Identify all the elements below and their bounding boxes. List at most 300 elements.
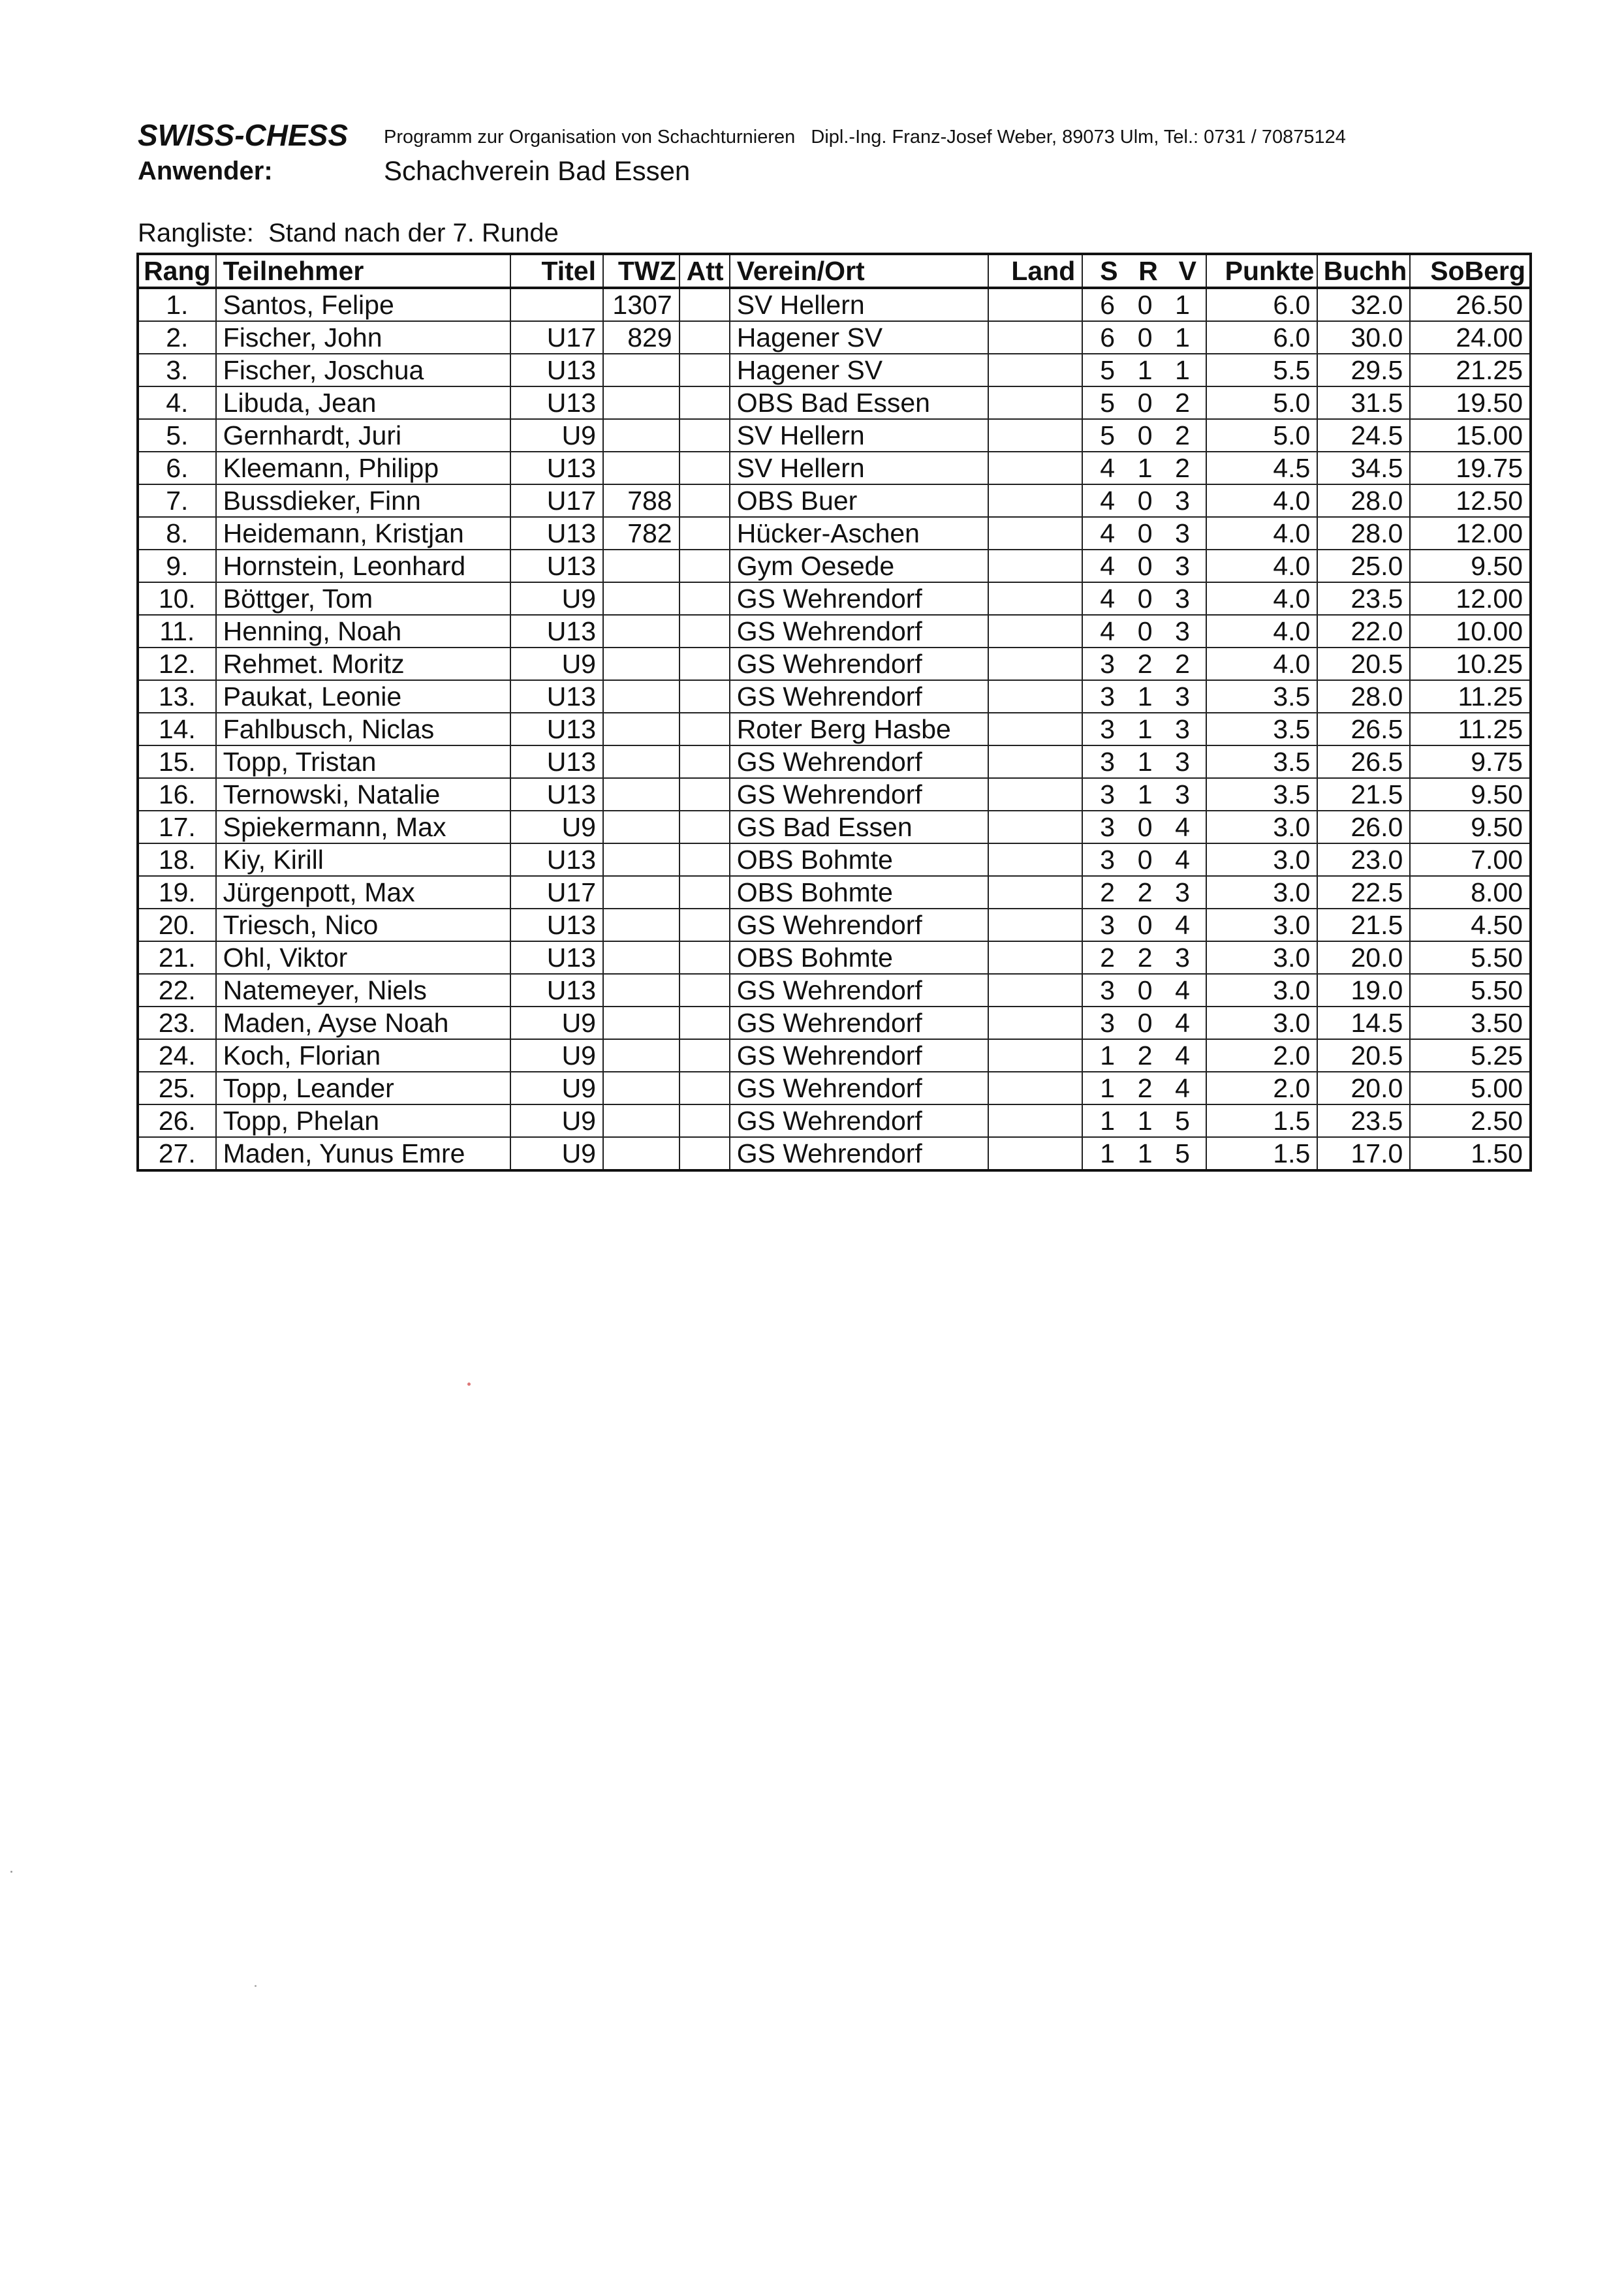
twz-cell (603, 778, 679, 811)
club-cell: SV Hellern (730, 419, 989, 452)
draws-value: 0 (1137, 812, 1153, 842)
draws-value: 0 (1137, 845, 1153, 875)
draws-value: 2 (1137, 1040, 1153, 1071)
title-cell: U9 (510, 811, 603, 843)
srv-cell (1082, 484, 1206, 517)
sonneborn-berger-cell: 11.25 (1410, 680, 1531, 713)
wins-value: 6 (1100, 322, 1116, 352)
country-cell (988, 1072, 1082, 1104)
twz-cell (603, 1104, 679, 1137)
sonneborn-berger-cell: 5.25 (1410, 1039, 1531, 1072)
sonneborn-berger-cell: 9.50 (1410, 550, 1531, 582)
sonneborn-berger-cell: 24.00 (1410, 321, 1531, 354)
club-cell: GS Wehrendorf (730, 1039, 989, 1072)
table-row (138, 550, 1531, 582)
sonneborn-berger-cell: 15.00 (1410, 419, 1531, 452)
wins-value: 2 (1100, 877, 1116, 907)
participant-name: Gernhardt, Juri (216, 419, 510, 452)
country-cell (988, 582, 1082, 615)
participant-name: Kleemann, Philipp (216, 452, 510, 484)
twz-cell (603, 680, 679, 713)
col-header-v: V (1178, 256, 1196, 286)
wins-value: 6 (1100, 290, 1116, 320)
participant-name: Rehmet. Moritz (216, 648, 510, 680)
att-cell (679, 1137, 730, 1170)
table-row (138, 648, 1531, 680)
att-cell (679, 909, 730, 941)
table-row (138, 745, 1531, 778)
club-cell: GS Wehrendorf (730, 615, 989, 648)
draws-value: 2 (1137, 649, 1153, 679)
title-cell: U17 (510, 321, 603, 354)
losses-value: 2 (1175, 388, 1190, 418)
twz-cell (603, 1039, 679, 1072)
participant-name: Kiy, Kirill (216, 843, 510, 876)
title-cell: U13 (510, 550, 603, 582)
club-cell: OBS Bohmte (730, 876, 989, 909)
losses-value: 3 (1175, 681, 1190, 711)
col-header-punkte: Punkte (1206, 254, 1317, 288)
title-cell: U13 (510, 386, 603, 419)
draws-value: 1 (1137, 747, 1153, 777)
country-cell (988, 811, 1082, 843)
title-cell: U13 (510, 745, 603, 778)
srv-cell (1082, 1137, 1206, 1170)
user-value: Schachverein Bad Essen (384, 155, 691, 186)
table-row (138, 843, 1531, 876)
country-cell (988, 419, 1082, 452)
buchholz-cell: 23.5 (1317, 1104, 1410, 1137)
club-cell: OBS Buer (730, 484, 989, 517)
country-cell (988, 648, 1082, 680)
twz-cell (603, 843, 679, 876)
losses-value: 5 (1175, 1106, 1190, 1136)
scan-speck (255, 1985, 257, 1987)
sonneborn-berger-cell: 5.50 (1410, 941, 1531, 974)
club-cell: OBS Bad Essen (730, 386, 989, 419)
wins-value: 5 (1100, 388, 1116, 418)
table-header-row (138, 254, 1531, 288)
table-row (138, 1039, 1531, 1072)
points-cell: 3.0 (1206, 876, 1317, 909)
buchholz-cell: 28.0 (1317, 517, 1410, 550)
club-cell: SV Hellern (730, 452, 989, 484)
rank-cell: 8. (138, 517, 216, 550)
twz-cell (603, 974, 679, 1007)
rank-cell: 25. (138, 1072, 216, 1104)
title-cell: U9 (510, 1039, 603, 1072)
sonneborn-berger-cell: 9.75 (1410, 745, 1531, 778)
participant-name: Ternowski, Natalie (216, 778, 510, 811)
att-cell (679, 648, 730, 680)
participant-name: Topp, Leander (216, 1072, 510, 1104)
rank-cell: 1. (138, 288, 216, 321)
sonneborn-berger-cell: 3.50 (1410, 1007, 1531, 1039)
points-cell: 4.0 (1206, 582, 1317, 615)
points-cell: 5.0 (1206, 386, 1317, 419)
sonneborn-berger-cell: 5.00 (1410, 1072, 1531, 1104)
participant-name: Fahlbusch, Niclas (216, 713, 510, 745)
buchholz-cell: 24.5 (1317, 419, 1410, 452)
losses-value: 1 (1175, 355, 1190, 385)
rank-cell: 26. (138, 1104, 216, 1137)
rank-cell: 7. (138, 484, 216, 517)
losses-value: 3 (1175, 616, 1190, 646)
rank-cell: 17. (138, 811, 216, 843)
att-cell (679, 713, 730, 745)
participant-name: Hornstein, Leonhard (216, 550, 510, 582)
srv-cell (1082, 1072, 1206, 1104)
rank-cell: 15. (138, 745, 216, 778)
srv-cell (1082, 550, 1206, 582)
program-description: Programm zur Organisation von Schachturnieren Dipl.-Ing. Franz-Josef Weber, 89073 Ulm, Tel.: 0731 / 70875124 (384, 127, 1346, 148)
points-cell: 1.5 (1206, 1137, 1317, 1170)
points-cell: 3.5 (1206, 778, 1317, 811)
points-cell: 1.5 (1206, 1104, 1317, 1137)
buchholz-cell: 26.0 (1317, 811, 1410, 843)
twz-cell (603, 745, 679, 778)
buchholz-cell: 26.5 (1317, 713, 1410, 745)
club-cell: Hagener SV (730, 321, 989, 354)
buchholz-cell: 20.5 (1317, 648, 1410, 680)
att-cell (679, 354, 730, 386)
participant-name: Heidemann, Kristjan (216, 517, 510, 550)
table-row (138, 778, 1531, 811)
club-cell: GS Wehrendorf (730, 1137, 989, 1170)
srv-cell (1082, 811, 1206, 843)
srv-cell (1082, 876, 1206, 909)
rank-cell: 5. (138, 419, 216, 452)
title-cell: U9 (510, 648, 603, 680)
title-cell: U9 (510, 1072, 603, 1104)
participant-name: Bussdieker, Finn (216, 484, 510, 517)
participant-name: Koch, Florian (216, 1039, 510, 1072)
points-cell: 6.0 (1206, 288, 1317, 321)
losses-value: 4 (1175, 1040, 1190, 1071)
rank-cell: 27. (138, 1137, 216, 1170)
twz-cell (603, 909, 679, 941)
losses-value: 3 (1175, 877, 1190, 907)
points-cell: 2.0 (1206, 1039, 1317, 1072)
table-row (138, 909, 1531, 941)
draws-value: 0 (1137, 420, 1153, 450)
sonneborn-berger-cell: 19.50 (1410, 386, 1531, 419)
title-cell: U9 (510, 582, 603, 615)
draws-value: 1 (1137, 1106, 1153, 1136)
participant-name: Libuda, Jean (216, 386, 510, 419)
scan-speck (467, 1383, 471, 1386)
buchholz-cell: 20.0 (1317, 941, 1410, 974)
title-cell: U9 (510, 1137, 603, 1170)
rank-cell: 18. (138, 843, 216, 876)
srv-cell (1082, 517, 1206, 550)
twz-cell (603, 941, 679, 974)
table-row (138, 1007, 1531, 1039)
col-header-soberg: SoBerg (1410, 254, 1531, 288)
losses-value: 3 (1175, 943, 1190, 973)
att-cell (679, 974, 730, 1007)
sonneborn-berger-cell: 10.00 (1410, 615, 1531, 648)
club-cell: GS Wehrendorf (730, 1104, 989, 1137)
table-row (138, 876, 1531, 909)
wins-value: 1 (1100, 1138, 1116, 1168)
losses-value: 3 (1175, 486, 1190, 516)
att-cell (679, 680, 730, 713)
participant-name: Santos, Felipe (216, 288, 510, 321)
points-cell: 3.5 (1206, 713, 1317, 745)
wins-value: 4 (1100, 584, 1116, 614)
sonneborn-berger-cell: 7.00 (1410, 843, 1531, 876)
table-row (138, 1072, 1531, 1104)
col-header-verein: Verein/Ort (730, 254, 989, 288)
twz-cell (603, 1137, 679, 1170)
points-cell: 5.5 (1206, 354, 1317, 386)
sonneborn-berger-cell: 8.00 (1410, 876, 1531, 909)
draws-value: 1 (1137, 681, 1153, 711)
country-cell (988, 517, 1082, 550)
participant-name: Paukat, Leonie (216, 680, 510, 713)
sonneborn-berger-cell: 21.25 (1410, 354, 1531, 386)
rank-cell: 4. (138, 386, 216, 419)
title-cell: U13 (510, 354, 603, 386)
att-cell (679, 1007, 730, 1039)
wins-value: 3 (1100, 910, 1116, 940)
rank-cell: 11. (138, 615, 216, 648)
points-cell: 4.0 (1206, 615, 1317, 648)
col-header-titel: Titel (510, 254, 603, 288)
participant-name: Fischer, John (216, 321, 510, 354)
points-cell: 6.0 (1206, 321, 1317, 354)
country-cell (988, 615, 1082, 648)
country-cell (988, 745, 1082, 778)
draws-value: 2 (1137, 943, 1153, 973)
country-cell (988, 1039, 1082, 1072)
club-cell: GS Bad Essen (730, 811, 989, 843)
sonneborn-berger-cell: 12.00 (1410, 517, 1531, 550)
wins-value: 3 (1100, 747, 1116, 777)
table-row (138, 321, 1531, 354)
rank-cell: 3. (138, 354, 216, 386)
participant-name: Henning, Noah (216, 615, 510, 648)
points-cell: 3.0 (1206, 811, 1317, 843)
club-cell: SV Hellern (730, 288, 989, 321)
srv-cell (1082, 843, 1206, 876)
wins-value: 3 (1100, 714, 1116, 744)
club-cell: GS Wehrendorf (730, 1072, 989, 1104)
participant-name: Triesch, Nico (216, 909, 510, 941)
rank-cell: 10. (138, 582, 216, 615)
draws-value: 0 (1137, 975, 1153, 1005)
srv-cell (1082, 713, 1206, 745)
att-cell (679, 419, 730, 452)
club-cell: GS Wehrendorf (730, 582, 989, 615)
rank-cell: 2. (138, 321, 216, 354)
col-header-r: R (1138, 256, 1158, 286)
ranking-table (136, 253, 1532, 1172)
participant-name: Ohl, Viktor (216, 941, 510, 974)
srv-cell (1082, 321, 1206, 354)
table-row (138, 452, 1531, 484)
draws-value: 1 (1137, 714, 1153, 744)
points-cell: 5.0 (1206, 419, 1317, 452)
buchholz-cell: 22.0 (1317, 615, 1410, 648)
wins-value: 1 (1100, 1073, 1116, 1103)
title-cell: U13 (510, 941, 603, 974)
buchholz-cell: 34.5 (1317, 452, 1410, 484)
points-cell: 3.5 (1206, 680, 1317, 713)
col-header-buchh: Buchh (1317, 254, 1410, 288)
rank-cell: 19. (138, 876, 216, 909)
club-cell: OBS Bohmte (730, 843, 989, 876)
draws-value: 2 (1137, 877, 1153, 907)
points-cell: 3.0 (1206, 1007, 1317, 1039)
points-cell: 3.5 (1206, 745, 1317, 778)
points-cell: 3.0 (1206, 974, 1317, 1007)
country-cell (988, 1137, 1082, 1170)
sonneborn-berger-cell: 5.50 (1410, 974, 1531, 1007)
title-cell: U13 (510, 778, 603, 811)
losses-value: 4 (1175, 845, 1190, 875)
points-cell: 4.0 (1206, 484, 1317, 517)
title-cell: U13 (510, 680, 603, 713)
sonneborn-berger-cell: 4.50 (1410, 909, 1531, 941)
club-cell: GS Wehrendorf (730, 648, 989, 680)
table-row (138, 974, 1531, 1007)
title-cell: U17 (510, 876, 603, 909)
twz-cell (603, 876, 679, 909)
twz-cell (603, 811, 679, 843)
twz-cell (603, 1007, 679, 1039)
title-cell: U13 (510, 452, 603, 484)
col-header-s: S (1100, 256, 1118, 286)
scan-speck (10, 1871, 12, 1873)
losses-value: 4 (1175, 812, 1190, 842)
title-cell: U9 (510, 1007, 603, 1039)
buchholz-cell: 32.0 (1317, 288, 1410, 321)
att-cell (679, 517, 730, 550)
country-cell (988, 778, 1082, 811)
srv-cell (1082, 452, 1206, 484)
draws-value: 2 (1137, 1073, 1153, 1103)
twz-cell (603, 419, 679, 452)
buchholz-cell: 14.5 (1317, 1007, 1410, 1039)
twz-cell (603, 582, 679, 615)
title-cell: U9 (510, 1104, 603, 1137)
att-cell (679, 778, 730, 811)
country-cell (988, 386, 1082, 419)
buchholz-cell: 28.0 (1317, 484, 1410, 517)
country-cell (988, 1007, 1082, 1039)
buchholz-cell: 22.5 (1317, 876, 1410, 909)
rank-cell: 22. (138, 974, 216, 1007)
twz-cell (603, 1072, 679, 1104)
wins-value: 5 (1100, 355, 1116, 385)
rank-cell: 13. (138, 680, 216, 713)
country-cell (988, 484, 1082, 517)
sonneborn-berger-cell: 12.00 (1410, 582, 1531, 615)
sonneborn-berger-cell: 9.50 (1410, 811, 1531, 843)
twz-cell (603, 452, 679, 484)
country-cell (988, 288, 1082, 321)
title-cell: U13 (510, 615, 603, 648)
wins-value: 4 (1100, 518, 1116, 548)
losses-value: 2 (1175, 649, 1190, 679)
wins-value: 3 (1100, 975, 1116, 1005)
srv-cell (1082, 1039, 1206, 1072)
losses-value: 4 (1175, 1008, 1190, 1038)
title-cell: U9 (510, 419, 603, 452)
sonneborn-berger-cell: 11.25 (1410, 713, 1531, 745)
col-header-att: Att (679, 254, 730, 288)
losses-value: 3 (1175, 747, 1190, 777)
table-row (138, 386, 1531, 419)
wins-value: 1 (1100, 1106, 1116, 1136)
losses-value: 2 (1175, 420, 1190, 450)
losses-value: 4 (1175, 975, 1190, 1005)
participant-name: Natemeyer, Niels (216, 974, 510, 1007)
country-cell (988, 452, 1082, 484)
title-cell: U17 (510, 484, 603, 517)
twz-cell (603, 615, 679, 648)
srv-cell (1082, 1007, 1206, 1039)
wins-value: 3 (1100, 681, 1116, 711)
participant-name: Jürgenpott, Max (216, 876, 510, 909)
srv-cell (1082, 615, 1206, 648)
srv-cell (1082, 941, 1206, 974)
losses-value: 1 (1175, 322, 1190, 352)
program-name: SWISS-CHESS (138, 118, 349, 152)
att-cell (679, 484, 730, 517)
title-cell: U13 (510, 843, 603, 876)
wins-value: 3 (1100, 845, 1116, 875)
table-row (138, 517, 1531, 550)
title-cell: U13 (510, 974, 603, 1007)
att-cell (679, 386, 730, 419)
title-cell: U13 (510, 909, 603, 941)
participant-name: Topp, Phelan (216, 1104, 510, 1137)
att-cell (679, 843, 730, 876)
sonneborn-berger-cell: 26.50 (1410, 288, 1531, 321)
srv-cell (1082, 386, 1206, 419)
draws-value: 1 (1137, 355, 1153, 385)
draws-value: 0 (1137, 322, 1153, 352)
country-cell (988, 876, 1082, 909)
draws-value: 1 (1137, 1138, 1153, 1168)
title-cell: U13 (510, 713, 603, 745)
draws-value: 0 (1137, 551, 1153, 581)
buchholz-cell: 19.0 (1317, 974, 1410, 1007)
buchholz-cell: 28.0 (1317, 680, 1410, 713)
country-cell (988, 909, 1082, 941)
table-row (138, 713, 1531, 745)
club-cell: GS Wehrendorf (730, 974, 989, 1007)
twz-cell (603, 386, 679, 419)
wins-value: 3 (1100, 1008, 1116, 1038)
club-cell: GS Wehrendorf (730, 909, 989, 941)
country-cell (988, 321, 1082, 354)
att-cell (679, 321, 730, 354)
points-cell: 3.0 (1206, 941, 1317, 974)
col-header-teilnehmer: Teilnehmer (216, 254, 510, 288)
club-cell: GS Wehrendorf (730, 680, 989, 713)
country-cell (988, 941, 1082, 974)
points-cell: 2.0 (1206, 1072, 1317, 1104)
draws-value: 0 (1137, 518, 1153, 548)
sonneborn-berger-cell: 12.50 (1410, 484, 1531, 517)
draws-value: 0 (1137, 388, 1153, 418)
points-cell: 3.0 (1206, 909, 1317, 941)
buchholz-cell: 21.5 (1317, 909, 1410, 941)
